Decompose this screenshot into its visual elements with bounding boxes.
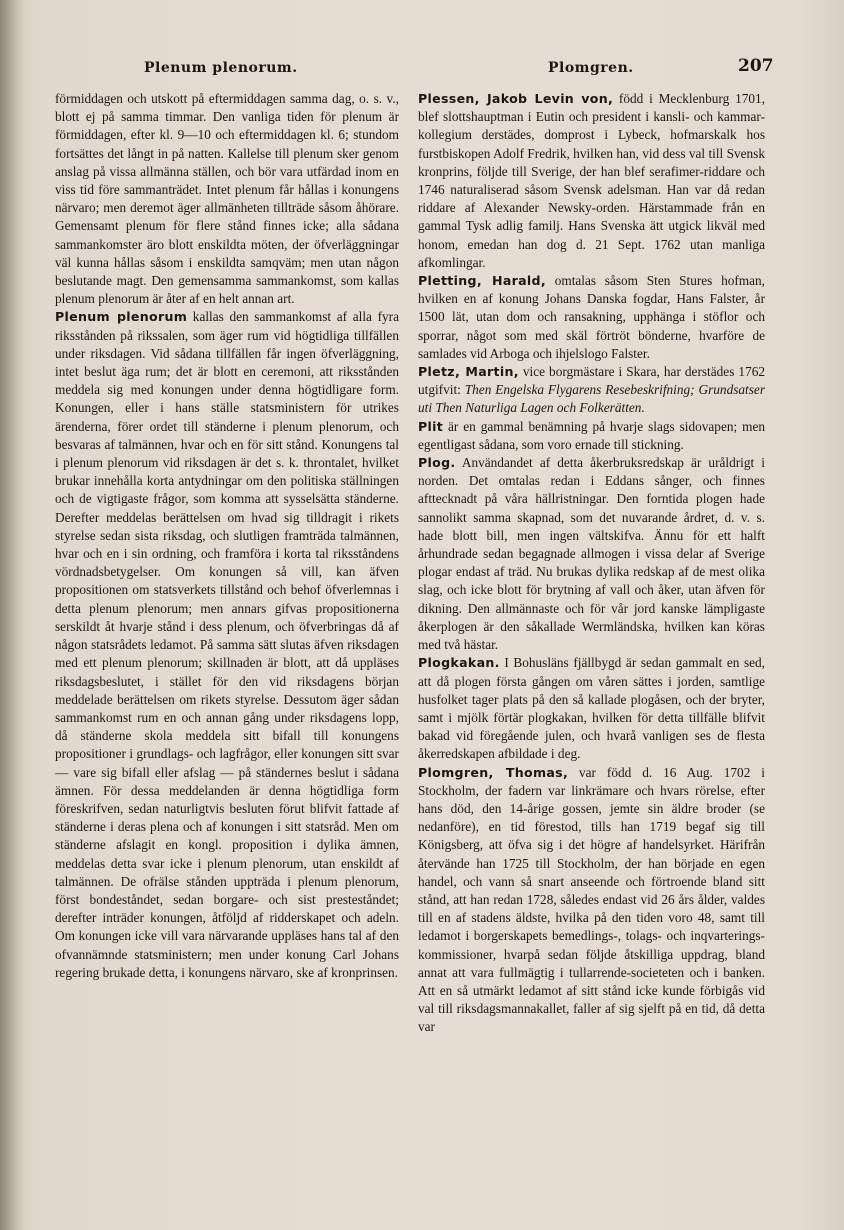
entry-headword: Plomgren, Thomas, [418, 764, 569, 780]
binding-shadow [0, 0, 24, 1230]
entry-plogkakan [418, 654, 765, 763]
entry-text: kallas den sammankomst af alla fyra riksstånden på rikssalen, som äger rum vid högtidliga tillfällen under riksdagen. Vid sådana tillfällen får ingen öfverläggning, intet beslut äga rum; det är blott en ceremoni, att riksstånden meddela sig med konungen under denna högtidligare form. Konungen, eller i hans ställe statsministern för utrikes ärenderna, förer ordet till ständerne i plenum plenorum, och besvaras af talmännen, hvar och en för sitt stånd. Konungens tal i plenum plenorum vid riksdagen är det s. k. throntalet, hvilket brukar innehålla korta antydningar om den politiska ställningen och de vigtigaste frågor, som komma att sysselsätta ständerne. Derefter meddelas berättelsen om hvad sig tilldragit i rikets styrelse sedan sista riksdag, och slutligen framträda talmännen, hvar och en i sin ordning, och framföra i korta tal riksståndens vördnadsbetygelser. Om konungen så vill, kan äfven propositionen om statsverkets tillstånd och behof öfverlemnas i detta plenum plenorum; men annars gifvas propositionerna serskildt åt hvarje stånd i dess plenum, och öfverbringas då af någon statsrådets ledamot. På samma sätt slutas äfven riksdagen med ett plenum plenorum; skillnaden är blott, att då uppläses riksdagsbeslutet, i stället för den vid riksdagens början meddelade berättelsen om rikets styrelse. Dessutom äger sådan sammankomst rum en och annan gång under riksdagens lopp, då ständerne skola meddela sitt bifall till konungens propositioner i grundlags- och lagfrågor, eller konungen sitt svar — vare sig bifall eller afslag — på ständernes beslut i sådana ämnen. För dessa meddelanden är denna högtidliga form föreskrifven, sedan naturligtvis besluten förut blifvit fattade af ständerne i deras plena och af konungen i sitt statsråd. Men om ständerne afslagit en kongl. proposition i dylika ämnen, meddelas detta svar icke i plenum plenorum, utan enskildt af talmännen. De ofrälse stånden uppträda i plenum plenorum, först bondeståndet, sedan borgare- och sist presteståndet; derefter inträder konungen, åtföljd af ridderskapet och adeln. Om konungen icke vill vara närvarande uppläses hans tal af den ofvannämnde statsministern; men under konung Carl Johans regering brukade detta, i konungens närvaro, ske af kronprinsen. [55, 309, 399, 980]
continuation-paragraph: förmiddagen och utskott på eftermiddagen samma dag, o. s. v., blott ej på samma timmar. Den vanliga tiden för plenum är förmiddagen, efter kl. 9—10 och eftermiddagen kl. 6; stundom fortsättes det långt in på natten. Kallelse till plenum sker genom anslag på vissa allmänna ställen, och bör vara utfärdad inom en viss tid före sammanträdet. Intet plenum får hållas i konungens närvaro; men deremot äger allmänheten tillträde såsom åhörare. Gemensamt plenum för flere stånd finnes icke; alla sådana sammankomster äro blott enskildta möten, der öfverläggningar väl kunna hållas såsom i enskildta samqväm; men utan någon beslutande magt. Den gemensamma sammankomst, som kallas plenum plenorum är åter af en helt annan art. [55, 91, 399, 307]
entry-headword: Plessen, Jakob Levin von, [418, 91, 614, 106]
entry-plog [418, 454, 765, 654]
entry-pletting [418, 272, 765, 363]
left-running-title: Plenum plenorum. [144, 60, 298, 76]
right-running-title: Plomgren. [548, 60, 634, 76]
page-number: 207 [738, 56, 774, 76]
entry-plomgren [418, 764, 765, 1037]
entry-pletz [418, 363, 765, 418]
entry-plit [418, 418, 765, 454]
entry-text: omtalas såsom Sten Stures hofman, hvilken en af konung Johans Danska fogdar, Hans Falster, år 1500 lät, utan dom och ransakning, upphänga i stöflor och sporrar, något som med skäl förtröt bönderne, hvarföre de samlades vid Arboga och ihjelslogo Falster. [418, 273, 766, 361]
entry-headword: Plogkakan. [418, 655, 500, 671]
right-column [418, 90, 765, 1037]
entry-text: var född d. 16 Aug. 1702 i Stockholm, der fadern var linkrämare och hvars rörelse, efter hans död, den 14-årige gossen, jemte sin äldre broder (se nedanföre), en tid förestod, tills han 1719 begaf sig till Königsberg, att öfva sig i det högre af handelsyrket. Härifrån återvände han 1725 till Stockholm, der han började en egen handel, och vann så snart anseende och förtroende bland sitt stånd, att han redan 1728, således endast vid 26 års ålder, valdes till en af stadens äldste, hvilka på den tiden voro 48, samt till ledamot i borgerskapets bemedlings-, tolags- och inqvarterings-kommissioner, hvarpå sedan följde åtskilliga uppdrag, bland annat att vara fullmägtig i tullarrende-societeten och i banken. Att en så utmärkt ledamot af sitt stånd icke kunde förbigås vid val till riksdagsmannakallet, faller af sig sjelft på en tid, då detta var [418, 764, 765, 1035]
entry-headword: Pletz, Martin, [418, 364, 519, 380]
entry-headword: Plog. [418, 455, 456, 471]
entry-text: I Bohusläns fjällbygd är sedan gammalt en sed, att då plogen första gången om våren sättes i jorden, samtlige husfolket tager plats på den så kallade plogåsen, och der bryter, samt i mjölk förtär plogkakan, hvilken för detta tillfälle blifvit bakad vid föregående julen, och hvarå vanligen ses de flesta åkerredskapen afbildade i deg. [418, 655, 766, 762]
book-title-italic: Then Engelska Flygarens Resebeskrifning; Grundsatser uti Then Naturliga Lagen och Folkerätten. [418, 382, 765, 416]
entry-text: född i Mecklenburg 1701, blef slottshauptman i Eutin och president i kansli- och kammar-kollegium derstädes, domprost i Lybeck, hofmarskalk hos furstbiskopen Adolf Fredrik, hvilken han, vid dess val till Svensk kronprins, följde till Sverige, der han blef serafimer-riddare och 1746 naturaliserad såsom Svensk adelsman. Han var då redan riddare af Alexander Newsky-orden. Härstammade från en gammal Tysk adlig familj. Hans Svenska ätt utgick likväl med honom, emedan han dog d. 21 Sept. 1762 utan manliga afkomlingar. [418, 91, 765, 270]
left-column [55, 90, 399, 982]
entry-text: är en gammal benämning på hvarje slags sidovapen; men egentligast sådana, som voro ernade till stickning. [418, 418, 765, 452]
entry-headword: Pletting, Harald, [418, 273, 546, 289]
entry-headword: Plenum plenorum [55, 309, 188, 325]
page-header [0, 56, 844, 82]
entry-text: vice borgmästare i Skara, har derstädes 1762 utgifvit: [418, 364, 765, 398]
entry-headword: Plit [418, 418, 444, 434]
entry-plessen [418, 90, 765, 272]
entry-text: Användandet af detta åkerbruksredskap är uråldrigt i norden. Det omtalas redan i Eddans sånger, och finnes afttecknadt på våra hällristningar. Den forntida plogen hade sannolikt samma skapnad, som det nuvarande årdret, d. v. s. hade blott bill, men ingen vältskifva. Ännu för ett halft århundrade sedan begagnade allmogen i vissa delar af Sverige plogar endast af träd. Nu brukas dylika redskap af de mest olika slag, och icke blott för brytning af vall och åker, utan äfven för dikning. Den allmännaste och för vår jord kanske lämpligaste åkerplogen är den såkallade Wermländska, hvilken kan köras med två hästar. [418, 455, 765, 653]
entry-plenum-plenorum [55, 308, 399, 982]
